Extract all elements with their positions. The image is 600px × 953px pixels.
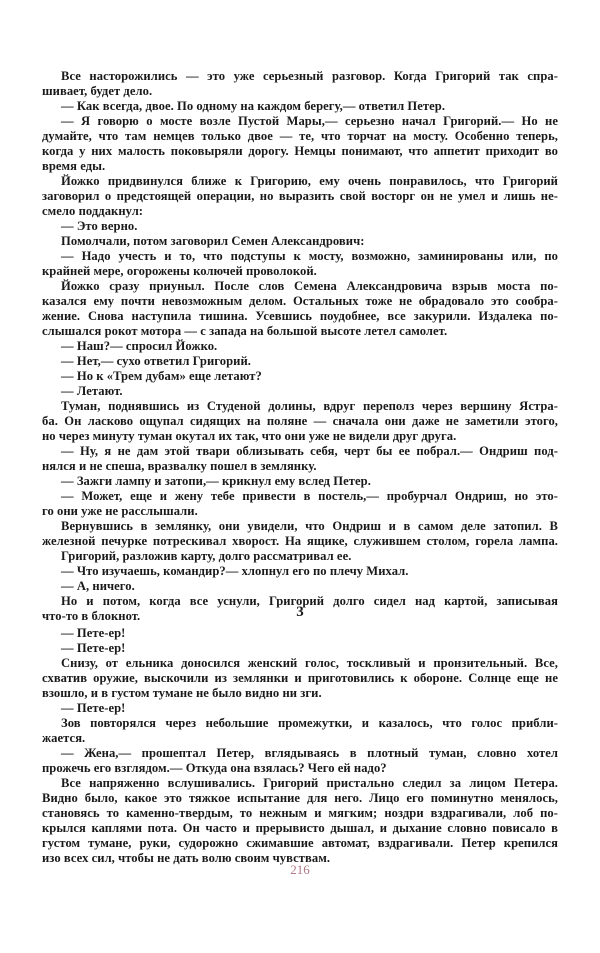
text-line: думайте, что там немцев только двое — те, что торчат на мосту. Особенно теперь, (42, 129, 558, 143)
text-line: время еды. (42, 159, 106, 173)
text-line: — Зажги лампу и затопи,— крикнул ему вслед Петер. (61, 474, 371, 488)
text-line: нялся и не спеша, вразвалку пошел в землянку. (42, 459, 317, 473)
text-line: жение. Снова наступила тишина. Усевшись поудобнее, все закурили. Издалека по- (42, 309, 558, 323)
text-line: крайней мере, огорожены колючей проволокой. (42, 264, 317, 278)
text-line: го они уже не расслышали. (42, 504, 198, 518)
text-line: — Летают. (61, 384, 123, 398)
text-line: — Но к «Трем дубам» еще летают? (61, 369, 262, 383)
text-line: — Нет,— сухо ответил Григорий. (61, 354, 251, 368)
text-line: но через минуту туман окутал их так, что они уже не видели друг друга. (42, 429, 457, 443)
text-line: Помолчали, потом заговорил Семен Александрович: (61, 234, 365, 248)
text-line: что-то в блокнот. (42, 609, 141, 623)
text-line: схватив оружие, выскочили из землянки и приготовились к обороне. Солнце еще не (42, 671, 558, 685)
text-line: Туман, поднявшись из Студеной долины, вдруг переполз через вершину Ястра- (61, 399, 558, 413)
text-line: — Пете-ер! (61, 701, 126, 715)
text-line: — Как всегда, двое. По одному на каждом берегу,— ответил Петер. (61, 99, 446, 113)
text-line: когда у них малость поковыряли дорогу. Немцы понимают, что аппетит приходит во (42, 144, 558, 158)
text-line: шивает, будет дело. (42, 84, 153, 98)
text-line: Но и потом, когда все уснули, Григорий долго сидел над картой, записывая (61, 594, 558, 608)
text-line: заговорил о предстоящей операции, но выразить свой восторг он не умел и лишь не- (42, 189, 558, 203)
text-line: Зов повторялся через небольшие промежутки, и казалось, что голос прибли- (61, 716, 558, 730)
text-line: Григорий, разложив карту, долго рассматривал ее. (61, 549, 352, 563)
text-line: — Что изучаешь, командир?— хлопнул его по плечу Михал. (61, 564, 409, 578)
text-line: — А, ничего. (61, 579, 135, 593)
text-line: густом тумане, руки, судорожно сжимавшие автомат, вздрагивали. Петер крепился (42, 836, 558, 850)
text-line: жается. (42, 731, 86, 745)
text-line: Все насторожились — это уже серьезный разговор. Когда Григорий так спра- (61, 69, 558, 83)
page-number: 216 (290, 862, 310, 877)
text-line: — Я говорю о мосте возле Пустой Мары,— серьезно начал Григорий.— Но не (61, 114, 558, 128)
text-line: взошло, и в густом тумане не было видно ни зги. (42, 686, 322, 700)
text-line: Вернувшись в землянку, они увидели, что Ондриш и в самом деле затопил. В (61, 519, 558, 533)
text-line: изо всех сил, чтобы не дать волю своим чувствам. (42, 851, 331, 865)
text-line: — Пете-ер! (61, 641, 126, 655)
text-line: Снизу, от ельника доносился женский голос, тоскливый и пронзительный. Все, (61, 656, 558, 670)
text-line: Йожко придвинулся ближе к Григорию, ему очень понравилось, что Григорий (61, 174, 558, 188)
text-line: — Это верно. (61, 219, 138, 233)
text-line: — Может, еще и жену тебе привести в постель,— пробурчал Ондриш, но это- (61, 489, 558, 503)
text-line: казался ему почти невозможным делом. Остальных тоже не обрадовало это сообра- (42, 294, 558, 308)
text-line: — Жена,— прошептал Петер, вглядываясь в плотный туман, словно хотел (61, 746, 558, 760)
text-line: — Ну, я не дам этой твари облизывать себя, черт бы ее побрал.— Ондриш под- (61, 444, 558, 458)
text-line: — Надо учесть и то, что подступы к мосту, возможно, заминированы или, по (61, 249, 558, 263)
text-line: ба. Он ласково ощупал сидящих на поляне — сначала они даже не заметили этого, (42, 414, 558, 428)
text-line: прожечь его взглядом.— Откуда она взялась? Чего ей надо? (42, 761, 387, 775)
text-line: Видно было, какое это тяжкое испытание для него. Лицо его поминутно менялось, (42, 791, 558, 805)
text-line: смело поддакнул: (42, 204, 144, 218)
text-line: Все напряженно вслушивались. Григорий пристально следил за лицом Петера. (61, 776, 558, 790)
chapter-number: 3 (296, 604, 304, 620)
text-line: крылся каплями пота. Он часто и прерывисто дышал, и дыхание словно повисало в (42, 821, 558, 835)
text-line: слышался рокот мотора — с запада на большой высоте летел самолет. (42, 324, 448, 338)
text-line: железной печурке потрескивал хворост. На ящике, служившем столом, горела лампа. (42, 534, 558, 548)
text-line: Йожко сразу приуныл. После слов Семена Александровича взрыв моста по- (61, 279, 558, 293)
text-line: становясь то каменно-твердым, то нежным и мягким; ноздри вздрагивали, лоб по- (42, 806, 558, 820)
text-line: — Наш?— спросил Йожко. (61, 339, 218, 353)
text-line: — Пете-ер! (61, 626, 126, 640)
